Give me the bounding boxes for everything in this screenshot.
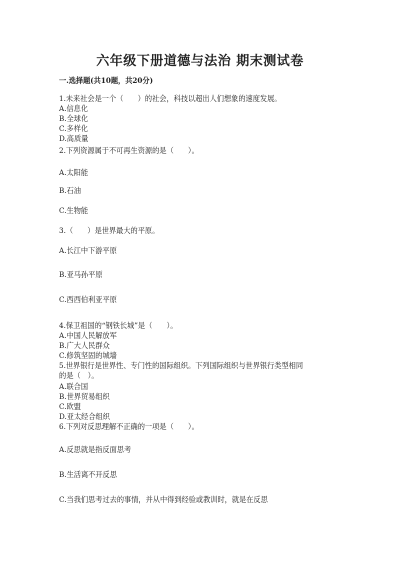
question-4-option-b: B.广大人民群众 — [59, 341, 110, 350]
question-3-option-c: C.西西伯利亚平原 — [59, 295, 117, 304]
question-2-option-a: A.太阳能 — [59, 168, 89, 177]
question-3-stem: 3.（ ）是世界最大的平原。 — [59, 226, 160, 235]
question-5-option-d: D.亚太经合组织 — [59, 412, 110, 421]
question-5-option-b: B.世界贸易组织 — [59, 392, 110, 401]
question-6-option-b: B.生活离不开反思 — [59, 470, 117, 479]
question-1-option-d: D.高质量 — [59, 134, 89, 143]
question-4-stem: 4.保卫祖国的“钢铁长城”是（ ）。 — [59, 321, 178, 330]
section-heading: 一.选择题(共10题，共20分) — [59, 76, 153, 85]
question-2-stem: 2.下列资源属于不可再生资源的是（ ）。 — [59, 146, 199, 155]
question-6-option-a: A.反思就是指反面思考 — [59, 445, 132, 454]
question-3-option-a: A.长江中下游平原 — [59, 246, 117, 255]
question-1-stem: 1.未来社会是一个（ ）的社会，科技以超出人们想象的速度发展。 — [59, 94, 282, 103]
question-1-option-b: B.全球化 — [59, 114, 89, 123]
question-4-option-a: A.中国人民解放军 — [59, 331, 117, 340]
question-3-option-b: B.亚马孙平原 — [59, 270, 103, 279]
question-1-option-c: C.多样化 — [59, 124, 89, 133]
question-5-stem-line-2: 的是（ ）。 — [59, 371, 99, 380]
question-5-option-c: C.欧盟 — [59, 402, 81, 411]
question-5-stem-line-1: 5.世界银行是世界性、专门性的国际组织。下列国际组织与世界银行类型相同 — [59, 361, 304, 370]
page-title: 六年级下册道德与法治 期末测试卷 — [96, 54, 304, 69]
question-5-option-a: A.联合国 — [59, 382, 89, 391]
question-1-option-a: A.信息化 — [59, 104, 89, 113]
question-6-stem: 6.下列对反思理解不正确的一项是（ ）。 — [59, 422, 199, 431]
question-2-option-b: B.石油 — [59, 186, 81, 195]
question-6-option-c: C.当我们思考过去的事情，并从中得到经验或教训时，就是在反思 — [59, 495, 268, 504]
question-2-option-c: C.生物能 — [59, 206, 89, 215]
question-4-option-c: C.修筑坚固的城墙 — [59, 351, 117, 360]
